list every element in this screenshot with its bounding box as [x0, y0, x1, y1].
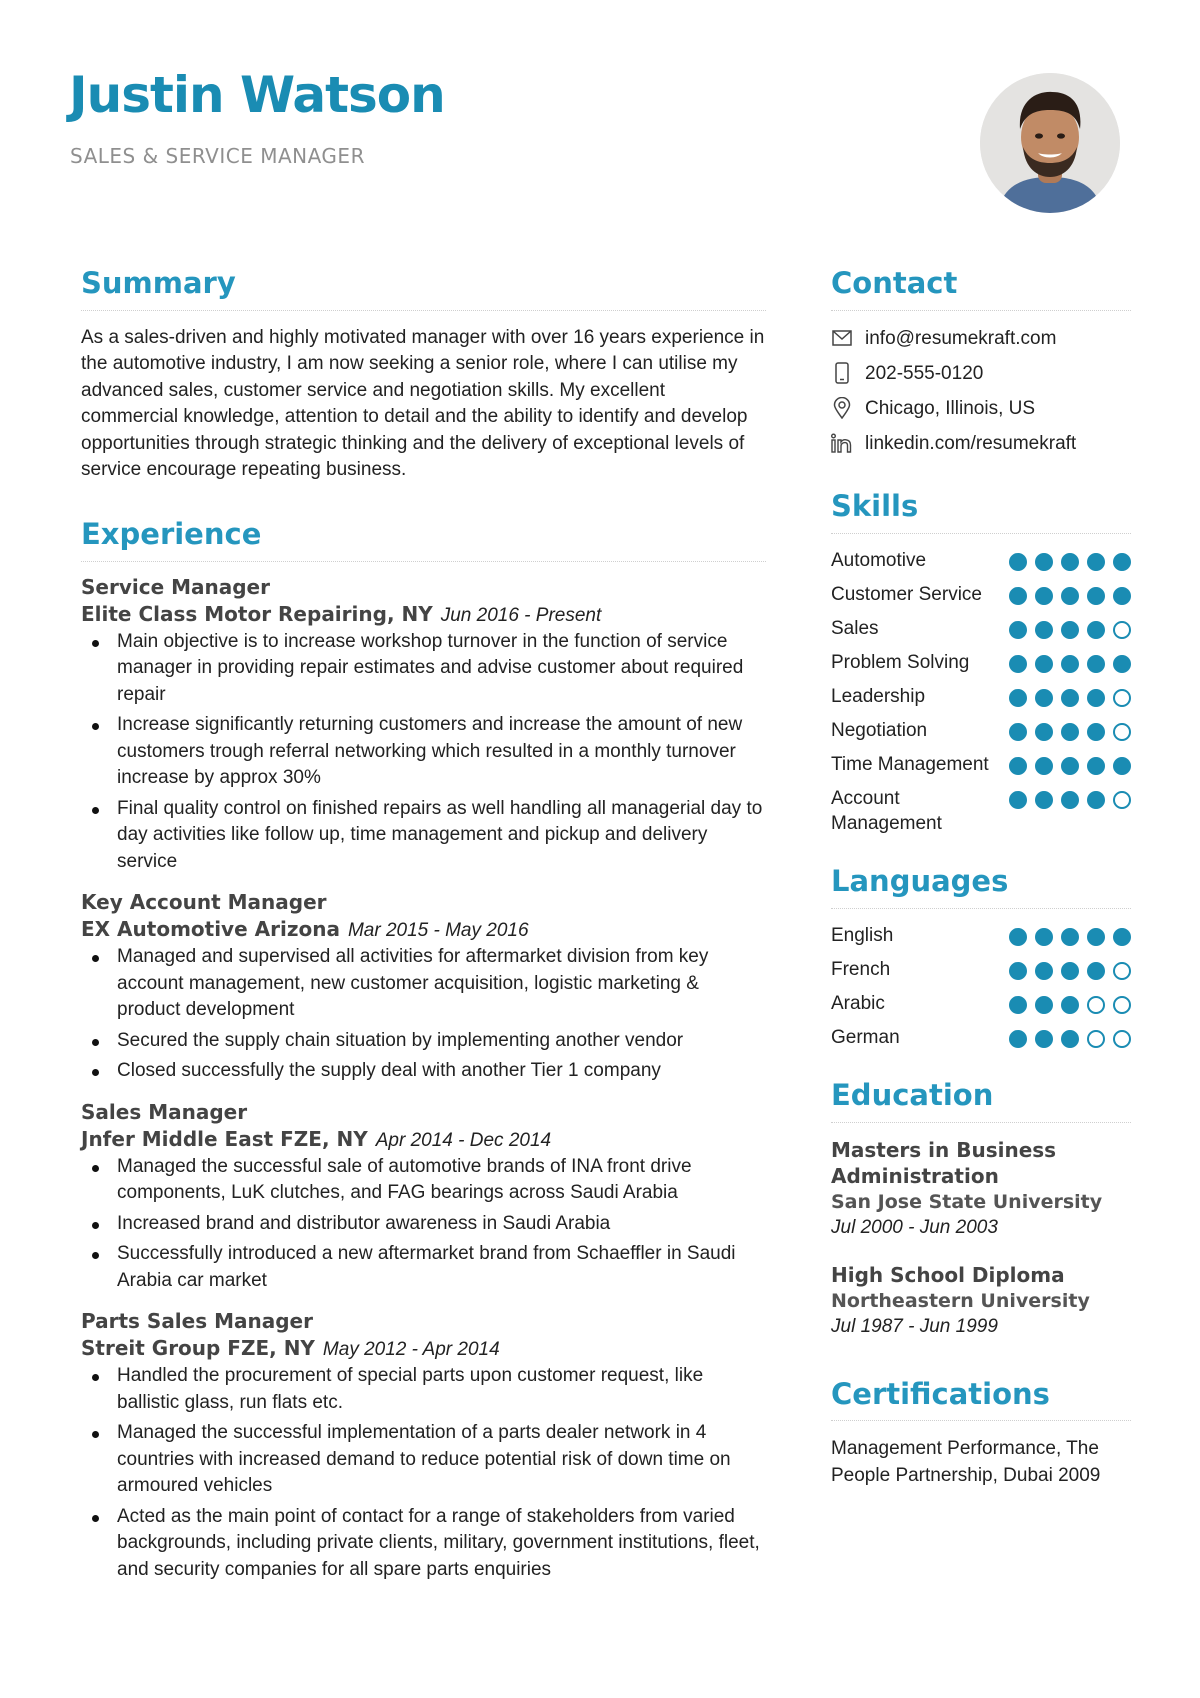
rating-dots	[1009, 752, 1131, 775]
job-bullet	[81, 944, 766, 1024]
filled-dot-icon	[1009, 791, 1027, 809]
contact-linkedin[interactable]	[831, 426, 1131, 461]
bullet-dot-icon	[92, 1165, 99, 1172]
linkedin-icon	[831, 432, 853, 454]
job-bullet-text: Increased brand and distributor awareness in Saudi Arabia	[117, 1212, 611, 1234]
contact-phone[interactable]	[831, 356, 1131, 391]
filled-dot-icon	[1113, 928, 1131, 946]
skills-heading: Skills	[831, 491, 1131, 534]
rating-dots	[1009, 718, 1131, 741]
bullet-dot-icon	[92, 1431, 99, 1438]
bullet-dot-icon	[92, 723, 99, 730]
job-bullet-text: Handled the procurement of special parts upon customer request, like ballistic glass, run flats etc.	[117, 1365, 704, 1413]
education-item	[831, 1137, 1131, 1240]
filled-dot-icon	[1035, 962, 1053, 980]
education-dates: Jul 1987 - Jun 1999	[831, 1315, 998, 1337]
job-line	[81, 1126, 766, 1154]
skill-row	[831, 718, 1131, 743]
filled-dot-icon	[1061, 655, 1079, 673]
profile-photo	[980, 73, 1120, 213]
job-bullet	[81, 1058, 766, 1085]
rating-dots	[1009, 786, 1131, 809]
summary-section	[81, 268, 766, 484]
job-role: Parts Sales Manager	[81, 1309, 313, 1334]
skill-row-label: Leadership	[831, 685, 926, 707]
filled-dot-icon	[1035, 655, 1053, 673]
location-pin-icon	[831, 397, 853, 419]
contact-email-text: info@resumekraft.com	[865, 327, 1057, 349]
filled-dot-icon	[1087, 655, 1105, 673]
job-bullet	[81, 1363, 766, 1416]
job-bullet-list	[81, 629, 766, 876]
job-line	[81, 601, 766, 629]
job-line	[81, 916, 766, 944]
filled-dot-icon	[1035, 689, 1053, 707]
filled-dot-icon	[1009, 587, 1027, 605]
filled-dot-icon	[1035, 553, 1053, 571]
contact-email[interactable]	[831, 321, 1131, 356]
rating-dots	[1009, 650, 1131, 673]
filled-dot-icon	[1061, 587, 1079, 605]
rating-dots	[1009, 991, 1131, 1014]
filled-dot-icon	[1009, 689, 1027, 707]
filled-dot-icon	[1035, 621, 1053, 639]
empty-dot-icon	[1113, 723, 1131, 741]
job-role: Service Manager	[81, 574, 270, 599]
job-bullet-text: Closed successfully the supply deal with another Tier 1 company	[117, 1060, 661, 1082]
phone-icon	[831, 362, 853, 384]
candidate-name: Justin Watson	[69, 66, 445, 124]
filled-dot-icon	[1087, 757, 1105, 775]
job-bullet-text: Managed and supervised all activities for aftermarket division from key account management, new customer acquisition, logistic marketing & product development	[117, 946, 709, 1021]
empty-dot-icon	[1087, 996, 1105, 1014]
language-row-label: German	[831, 1026, 900, 1048]
filled-dot-icon	[1035, 1030, 1053, 1048]
bullet-dot-icon	[92, 955, 99, 962]
bullet-dot-icon	[92, 807, 99, 814]
filled-dot-icon	[1061, 723, 1079, 741]
contact-phone-text: 202-555-0120	[865, 362, 984, 384]
empty-dot-icon	[1087, 1030, 1105, 1048]
contact-heading: Contact	[831, 268, 1131, 311]
job-bullet-list	[81, 944, 766, 1085]
filled-dot-icon	[1061, 553, 1079, 571]
filled-dot-icon	[1009, 553, 1027, 571]
education-heading: Education	[831, 1080, 1131, 1123]
filled-dot-icon	[1009, 757, 1027, 775]
language-row-label: English	[831, 924, 894, 946]
filled-dot-icon	[1087, 928, 1105, 946]
filled-dot-icon	[1035, 723, 1053, 741]
skill-row-label: Sales	[831, 617, 879, 639]
job-role: Key Account Manager	[81, 890, 327, 915]
certification-text: Management Performance, The People Partnership, Dubai 2009	[831, 1438, 1101, 1487]
filled-dot-icon	[1061, 689, 1079, 707]
filled-dot-icon	[1061, 1030, 1079, 1048]
filled-dot-icon	[1113, 757, 1131, 775]
experience-item	[81, 1308, 766, 1583]
job-bullet	[81, 1241, 766, 1294]
education-degree: High School Diploma	[831, 1262, 1065, 1287]
experience-section	[81, 516, 766, 1583]
filled-dot-icon	[1009, 1030, 1027, 1048]
job-company: EX Automotive Arizona	[81, 917, 340, 942]
job-bullet-text: Increase significantly returning customers and increase the amount of new customers trough referral networking which resulted in a monthly turnover increase by approx 30%	[117, 714, 743, 789]
bullet-dot-icon	[92, 1039, 99, 1046]
job-bullet	[81, 1028, 766, 1055]
skill-row	[831, 752, 1131, 777]
job-bullet	[81, 1504, 766, 1584]
filled-dot-icon	[1009, 621, 1027, 639]
skill-row	[831, 786, 1131, 836]
filled-dot-icon	[1087, 791, 1105, 809]
filled-dot-icon	[1087, 723, 1105, 741]
bullet-dot-icon	[92, 640, 99, 647]
filled-dot-icon	[1009, 723, 1027, 741]
job-bullet	[81, 1420, 766, 1500]
contact-location-text: Chicago, Illinois, US	[865, 397, 1036, 419]
empty-dot-icon	[1113, 621, 1131, 639]
skills-section	[831, 488, 1131, 836]
skill-row-label: Negotiation	[831, 719, 928, 741]
filled-dot-icon	[1061, 962, 1079, 980]
skill-row	[831, 616, 1131, 641]
rating-dots	[1009, 582, 1131, 605]
job-bullet-text: Managed the successful sale of automotive brands of INA front drive components, LuK clutches, and FAG bearings across Saudi Arabia	[117, 1155, 692, 1204]
skill-row	[831, 684, 1131, 709]
empty-dot-icon	[1113, 1030, 1131, 1048]
job-bullet-list	[81, 1363, 766, 1583]
job-dates: May 2012 - Apr 2014	[322, 1339, 500, 1361]
left-column	[81, 268, 766, 1587]
language-row	[831, 923, 1131, 948]
experience-item	[81, 889, 766, 1085]
filled-dot-icon	[1009, 928, 1027, 946]
bullet-dot-icon	[92, 1252, 99, 1259]
education-degree: Masters in Business Administration	[831, 1137, 1057, 1188]
job-company: Jnfer Middle East FZE, NY	[81, 1126, 368, 1151]
language-row-label: French	[831, 958, 891, 980]
bullet-dot-icon	[92, 1374, 99, 1381]
certifications-heading: Certifications	[831, 1379, 1131, 1422]
skill-row	[831, 582, 1131, 607]
job-company: Elite Class Motor Repairing, NY	[81, 601, 433, 626]
right-column	[831, 268, 1131, 1489]
skill-row-label: Customer Service	[831, 583, 982, 605]
job-bullet-text: Managed the successful implementation of a parts dealer network in 4 countries with increased demand to reduce potential risk of down time on armoured vehicles	[117, 1422, 731, 1497]
rating-dots	[1009, 957, 1131, 980]
summary-heading: Summary	[81, 268, 766, 311]
job-bullet-text: Main objective is to increase workshop turnover in the function of service manager in providing repair estimates and advise customer about required repair	[117, 630, 744, 705]
bullet-dot-icon	[92, 1515, 99, 1522]
contact-location	[831, 391, 1131, 426]
empty-dot-icon	[1113, 962, 1131, 980]
skill-row-label: Time Management	[831, 753, 989, 775]
skill-row	[831, 650, 1131, 675]
bullet-dot-icon	[92, 1069, 99, 1076]
education-section	[831, 1077, 1131, 1339]
filled-dot-icon	[1061, 757, 1079, 775]
skill-row	[831, 548, 1131, 573]
empty-dot-icon	[1113, 689, 1131, 707]
languages-section	[831, 863, 1131, 1050]
filled-dot-icon	[1087, 553, 1105, 571]
filled-dot-icon	[1035, 791, 1053, 809]
language-row	[831, 991, 1131, 1016]
job-bullet	[81, 629, 766, 709]
education-school: San Jose State University	[831, 1190, 1103, 1213]
filled-dot-icon	[1061, 621, 1079, 639]
education-item	[831, 1262, 1131, 1339]
job-dates: Mar 2015 - May 2016	[347, 920, 529, 942]
job-line	[81, 1335, 766, 1363]
job-bullet-text: Final quality control on finished repairs as well handling all managerial day to day activities like follow up, time management and pickup and delivery service	[117, 797, 763, 872]
job-bullet	[81, 796, 766, 876]
empty-dot-icon	[1113, 791, 1131, 809]
filled-dot-icon	[1035, 928, 1053, 946]
profile-photo-image	[980, 73, 1120, 213]
filled-dot-icon	[1035, 587, 1053, 605]
rating-dots	[1009, 684, 1131, 707]
job-company: Streit Group FZE, NY	[81, 1336, 315, 1361]
filled-dot-icon	[1009, 962, 1027, 980]
languages-heading: Languages	[831, 866, 1131, 909]
empty-dot-icon	[1113, 996, 1131, 1014]
filled-dot-icon	[1009, 996, 1027, 1014]
filled-dot-icon	[1035, 757, 1053, 775]
language-row	[831, 1025, 1131, 1050]
filled-dot-icon	[1035, 996, 1053, 1014]
filled-dot-icon	[1061, 996, 1079, 1014]
filled-dot-icon	[1113, 553, 1131, 571]
job-bullet	[81, 712, 766, 792]
job-bullet-text: Secured the supply chain situation by implementing another vendor	[117, 1029, 684, 1051]
filled-dot-icon	[1087, 621, 1105, 639]
education-dates: Jul 2000 - Jun 2003	[831, 1216, 998, 1238]
summary-text: As a sales-driven and highly motivated manager with over 16 years experience in the automotive industry, I am now seeking a senior role, where I can utilise my advanced sales, customer service and negotiation skills. My excellent commercial knowledge, attention to detail and the ability to identify and develop opportunities through strategic thinking and the delivery of exceptional levels of service encourage repeating business.	[81, 326, 765, 481]
education-school: Northeastern University	[831, 1289, 1090, 1312]
skill-row-label: Automotive	[831, 549, 927, 571]
job-bullet-text: Acted as the main point of contact for a range of stakeholders from varied backgrounds, including private clients, military, government institutions, fleet, and security companies for all spare parts enquiries	[117, 1505, 760, 1580]
filled-dot-icon	[1009, 655, 1027, 673]
language-row-label: Arabic	[831, 992, 885, 1014]
experience-heading: Experience	[81, 519, 766, 562]
filled-dot-icon	[1087, 587, 1105, 605]
bullet-dot-icon	[92, 1222, 99, 1229]
filled-dot-icon	[1061, 791, 1079, 809]
candidate-job-title: SALES & SERVICE MANAGER	[70, 144, 365, 168]
job-dates: Apr 2014 - Dec 2014	[375, 1129, 552, 1151]
contact-linkedin-text: linkedin.com/resumekraft	[865, 432, 1077, 454]
contact-section	[831, 268, 1131, 461]
job-bullet	[81, 1154, 766, 1207]
filled-dot-icon	[1113, 587, 1131, 605]
filled-dot-icon	[1087, 689, 1105, 707]
rating-dots	[1009, 548, 1131, 571]
rating-dots	[1009, 616, 1131, 639]
skill-row-label: Account Management	[831, 787, 942, 834]
job-bullet-text: Successfully introduced a new aftermarket brand from Schaeffler in Saudi Arabia car market	[117, 1243, 736, 1291]
job-bullet-list	[81, 1154, 766, 1295]
skill-row-label: Problem Solving	[831, 651, 970, 673]
experience-item	[81, 1099, 766, 1295]
rating-dots	[1009, 923, 1131, 946]
experience-item	[81, 574, 766, 876]
job-bullet	[81, 1211, 766, 1238]
rating-dots	[1009, 1025, 1131, 1048]
certifications-section	[831, 1376, 1131, 1490]
filled-dot-icon	[1061, 928, 1079, 946]
job-dates: Jun 2016 - Present	[440, 604, 602, 626]
language-row	[831, 957, 1131, 982]
job-role: Sales Manager	[81, 1099, 248, 1124]
resume-header	[0, 0, 1200, 230]
envelope-icon	[831, 327, 853, 349]
filled-dot-icon	[1087, 962, 1105, 980]
filled-dot-icon	[1113, 655, 1131, 673]
